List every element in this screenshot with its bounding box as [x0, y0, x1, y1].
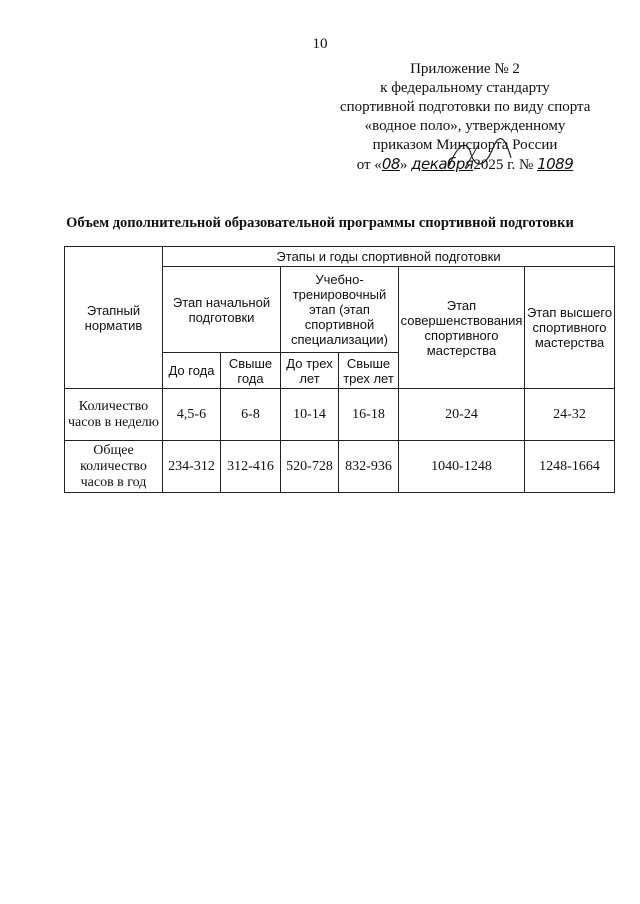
stages-header: Этапы и годы спортивной подготовки	[163, 247, 615, 267]
stage-initial-header: Этап начальной подготовки	[163, 267, 281, 353]
table-cell: 234-312	[163, 441, 221, 493]
date-year: 2025 г. №	[473, 157, 534, 173]
table-cell: 24-32	[525, 389, 615, 441]
sub-up-to-three-years: До трех лет	[281, 353, 339, 389]
appendix-line-2: к федеральному стандарту	[380, 80, 550, 96]
table-cell: 520-728	[281, 441, 339, 493]
appendix-line-4: «водное поло», утвержденному	[364, 118, 566, 134]
table-cell: 6-8	[221, 389, 281, 441]
table-cell: 1248-1664	[525, 441, 615, 493]
sub-over-three-years: Свыше трех лет	[339, 353, 399, 389]
table-cell: 832-936	[339, 441, 399, 493]
stage-improvement-header: Этап совершенствования спортивного мастерства	[399, 267, 525, 389]
stage-norm-header: Этапный норматив	[65, 247, 163, 389]
row-label: Общее количество часов в год	[65, 441, 163, 493]
row-label: Количество часов в неделю	[65, 389, 163, 441]
table-cell: 1040-1248	[399, 441, 525, 493]
order-number: 1089	[537, 155, 574, 173]
table-cell: 10-14	[281, 389, 339, 441]
sub-over-year: Свыше года	[221, 353, 281, 389]
appendix-line-3: спортивной подготовки по виду спорта	[340, 99, 591, 115]
table-cell: 312-416	[221, 441, 281, 493]
signature-icon	[445, 138, 515, 172]
document-title: Объем дополнительной образовательной программы спортивной подготовки	[66, 215, 574, 231]
page-number: 10	[312, 36, 328, 52]
table-cell: 16-18	[339, 389, 399, 441]
date-month: декабря	[411, 155, 474, 173]
date-mid: »	[399, 157, 408, 173]
program-volume-table	[64, 246, 615, 493]
appendix-line-5: приказом Минспорта России	[372, 137, 558, 153]
table-cell: 4,5-6	[163, 389, 221, 441]
date-day: 08	[381, 155, 400, 173]
table-row	[65, 389, 615, 441]
table-row	[65, 441, 615, 493]
stage-highest-header: Этап высшего спортивного мастерства	[525, 267, 615, 389]
stage-training-header: Учебно-тренировочный этап (этап спортивной специализации)	[281, 267, 399, 353]
table-cell: 20-24	[399, 389, 525, 441]
appendix-line-1: Приложение № 2	[410, 61, 520, 77]
sub-up-to-year: До года	[163, 353, 221, 389]
date-prefix: от «	[356, 157, 382, 173]
